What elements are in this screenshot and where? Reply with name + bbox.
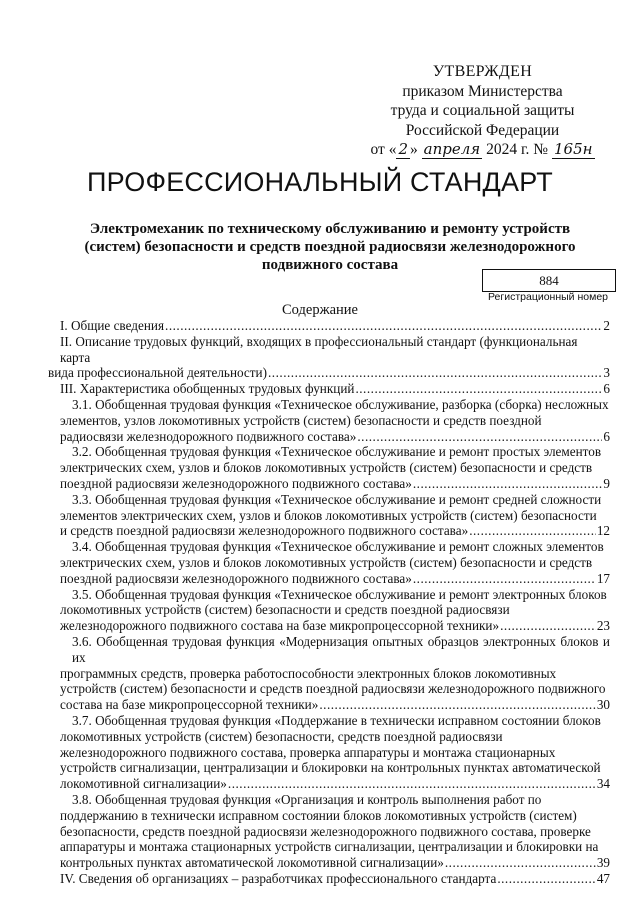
toc-entry[interactable] [48,333,610,381]
toc-page-number: 9 [603,475,610,491]
toc-page-number: 2 [603,318,610,333]
toc-page-number: 30 [596,697,610,713]
toc-dot-leader [165,318,602,334]
toc-entry-text: IV. Сведения об организациях – разработчиках профессионального стандарта [60,870,497,886]
approval-line-3: Российской Федерации [405,121,560,139]
toc-entry-text: I. Общие сведения [60,318,165,333]
toc-dot-leader [357,429,602,445]
toc-entry-line: 3.3. Обобщенная трудовая функция «Техническое обслуживание и ремонт средней сложности [72,491,602,507]
toc-dot-leader [268,365,602,381]
document-title: ПРОФЕССИОНАЛЬНЫЙ СТАНДАРТ [87,167,553,197]
toc-entry[interactable] [60,539,610,586]
toc-dot-leader [497,871,595,887]
toc-entry-line: 3.8. Обобщенная трудовая функция «Организация и контроль выполнения работ по [72,791,542,807]
toc-entry-line: поддержанию в технически исправном состоянии блоков локомотивных устройств (систем) [60,807,577,823]
date-prefix: от « [370,141,397,158]
toc-page-number: 47 [596,870,610,886]
toc-entry-line: элементов, узлов локомотивных устройств (систем) безопасности и средств поездной [60,412,542,428]
registration-number: 884 [482,269,616,292]
toc-entry[interactable] [60,871,610,887]
approval-header: УТВЕРЖДЕН [432,63,533,80]
toc-entry[interactable] [60,381,610,397]
approval-block [360,62,605,160]
toc-entry-text: радиосвязи железнодорожного подвижного состава» [60,428,357,444]
toc-entry-line: элементов электрических схем, узлов и блоков локомотивных устройств (систем) безопасности [60,507,597,523]
toc-entry[interactable] [60,713,610,792]
date-day: 2 [398,140,408,158]
date-mid: » [410,141,418,158]
toc-entry-line: безопасности, средств поездной радиосвязи железнодорожного подвижного состава, проверке [60,823,591,839]
toc-entry-line: устройств сигнализации, централизации и блокировки на контрольных пунктах автоматической [60,760,601,776]
contents-title: Содержание [282,302,358,318]
toc-entry-text: контрольных пунктах автоматической локомотивной сигнализации» [60,855,444,871]
toc-entry-line: электрических схем, узлов и блоков локомотивных устройств (систем) безопасности и средств [60,554,593,570]
toc-entry-line: 3.2. Обобщенная трудовая функция «Техническое обслуживание и ремонт простых элементов [72,444,602,460]
toc-entry-text: состава на базе микропроцессорной техники» [60,697,319,713]
standard-subtitle: Электромеханик по техническому обслуживанию и ремонту устройств (систем) безопасности и средств поездной радиосвязи железнодорожного подвижного состава [84,221,576,273]
toc-entry[interactable] [60,492,610,539]
order-number: 165н [553,140,593,158]
toc-entry-text: и средств поездной радиосвязи железнодорожного подвижного состава» [60,523,469,539]
approval-date-line [360,140,605,160]
toc-entry[interactable] [60,634,610,713]
toc-entry-line: II. Описание трудовых функций, входящих в профессиональный стандарт (функциональная карта [60,333,578,365]
toc-entry-text: железнодорожного подвижного состава на базе микропроцессорной техники» [60,618,500,634]
toc-page-number: 17 [596,570,610,586]
toc-dot-leader [413,571,596,587]
toc-page-number: 23 [596,618,610,634]
toc-entry-line: 3.7. Обобщенная трудовая функция «Поддержание в технически исправном состоянии блоков [72,712,601,728]
toc-entry-line: локомотивных устройств (систем) безопасности и средств поездной радиосвязи [60,602,510,618]
toc-entry-text: локомотивной сигнализации» [60,776,227,792]
toc-page-number: 12 [596,523,610,539]
toc-entry-line: 3.6. Обобщенная трудовая функция «Модернизация опытных образцов электронных блоков и их [72,633,610,665]
toc-entry-line: аппаратуры и монтажа стационарных устройств сигнализации, централизации и блокировки на [60,839,599,855]
approval-line-2: труда и социальной защиты [390,102,575,119]
date-year: 2024 г. № [486,141,549,158]
table-of-contents [48,318,610,887]
toc-entry-text: вида профессиональной деятельности) [48,365,267,381]
toc-page-number: 39 [596,855,610,871]
toc-entry-line: электрических схем, узлов и блоков локомотивных устройств (систем) безопасности и средств [60,460,593,476]
toc-entry-text: поездной радиосвязи железнодорожного подвижного состава» [60,570,412,586]
toc-entry[interactable] [60,444,610,491]
toc-entry-text: III. Характеристика обобщенных трудовых функций [60,381,355,397]
toc-entry-line: 3.4. Обобщенная трудовая функция «Техническое обслуживание и ремонт сложных элементов [72,539,604,555]
toc-page-number: 6 [603,381,610,397]
toc-entry-line: 3.1. Обобщенная трудовая функция «Техническое обслуживание, разборка (сборка) несложных [72,396,609,412]
toc-dot-leader [413,476,603,492]
toc-entry[interactable] [60,397,610,444]
toc-dot-leader [445,855,596,871]
toc-entry[interactable] [60,318,610,334]
toc-entry-line: 3.5. Обобщенная трудовая функция «Техническое обслуживание и ремонт электронных блоков [72,586,607,602]
approval-line-1: приказом Министерства [402,82,563,100]
toc-dot-leader [469,523,596,539]
registration-label: Регистрационный номер [488,291,608,303]
toc-entry-line: железнодорожного подвижного состава, проверка аппаратуры и монтажа стационарных [60,744,556,760]
toc-entry-line: устройств (систем) безопасности и средств поездной радиосвязи железнодорожного подвижного [60,681,606,697]
toc-page-number: 34 [596,776,610,792]
toc-entry[interactable] [60,792,610,871]
toc-entry[interactable] [60,587,610,634]
toc-page-number: 3 [603,365,610,381]
date-month: апреля [423,140,481,158]
toc-entry-line: локомотивных устройств (систем) безопасности, средств поездной радиосвязи [60,728,503,744]
toc-dot-leader [319,697,595,713]
toc-page-number: 6 [603,428,610,444]
toc-dot-leader [500,618,596,634]
toc-dot-leader [355,381,602,397]
toc-entry-text: поездной радиосвязи железнодорожного подвижного состава» [60,475,412,491]
toc-dot-leader [228,776,596,792]
toc-entry-line: программных средств, проверка работоспособности электронных блоков локомотивных [60,665,557,681]
